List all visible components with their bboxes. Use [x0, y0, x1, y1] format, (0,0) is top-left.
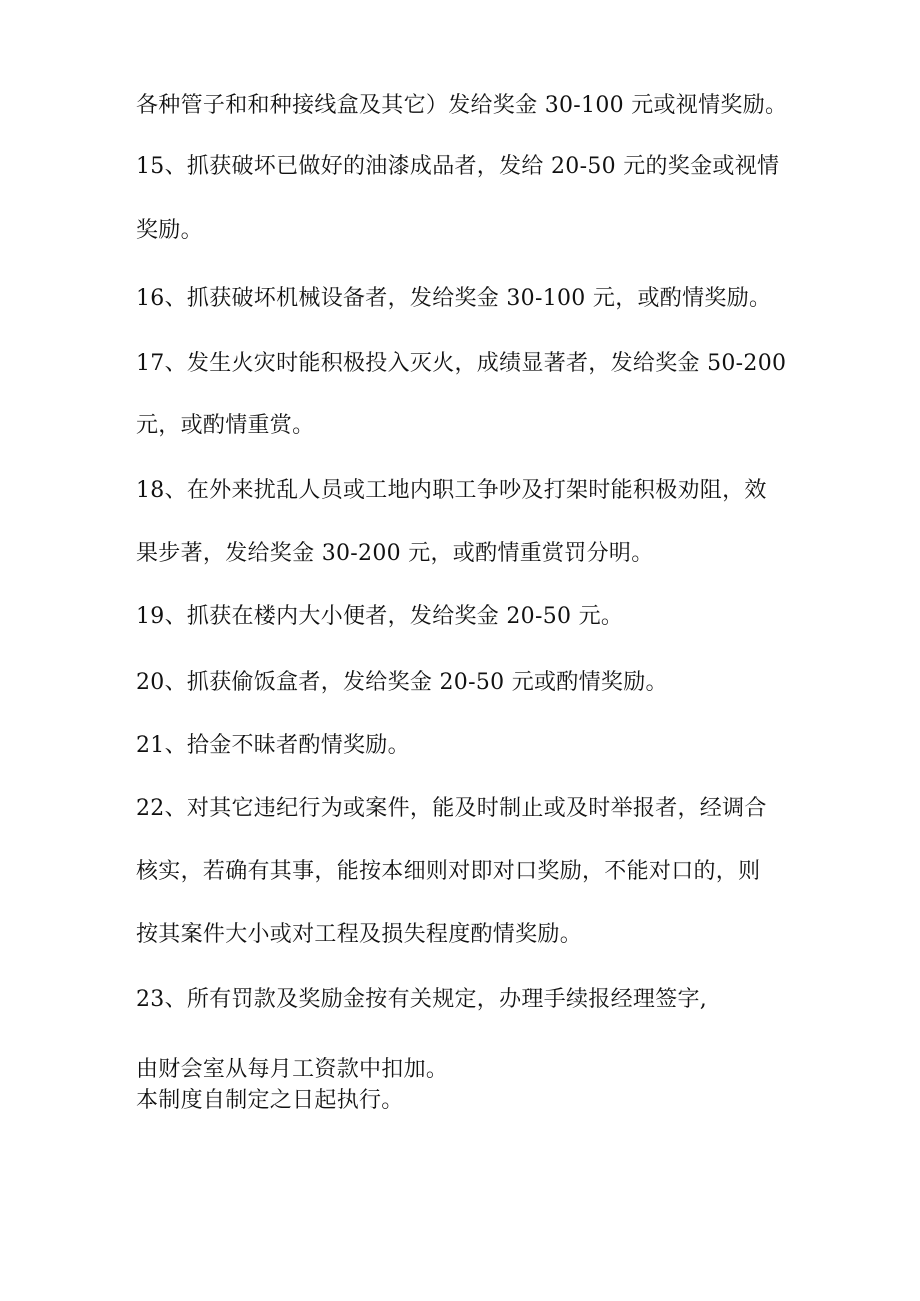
text-line-item-16: 16、抓获破坏机械设备者，发给奖金 30-100 元，或酌情奖励。: [136, 286, 772, 311]
text-line-continuation: 各种管子和和种接线盒及其它）发给奖金 30-100 元或视情奖励。: [136, 93, 788, 118]
text-line-item-15-cont: 奖励。: [136, 218, 203, 243]
text-line-item-19: 19、抓获在楼内大小便者，发给奖金 20-50 元。: [136, 604, 624, 629]
text-line-item-22: 22、对其它违纪行为或案件，能及时制止或及时举报者，经调合: [136, 796, 767, 821]
text-line-effective-date: 本制度自制定之日起执行。: [136, 1088, 404, 1113]
text-line-item-23-cont: 由财会室从每月工资款中扣加。: [136, 1057, 449, 1082]
text-line-item-15: 15、抓获破坏已做好的油漆成品者，发给 20-50 元的奖金或视情: [136, 154, 780, 179]
text-line-item-22-cont-2: 按其案件大小或对工程及损失程度酌情奖励。: [136, 922, 583, 947]
text-line-item-23: 23、所有罚款及奖励金按有关规定，办理手续报经理签字,: [136, 987, 708, 1012]
text-line-item-21: 21、拾金不昧者酌情奖励。: [136, 733, 410, 758]
text-line-item-22-cont-1: 核实，若确有其事，能按本细则对即对口奖励，不能对口的，则: [136, 859, 761, 884]
text-line-item-18-cont: 果步著，发给奖金 30-200 元，或酌情重赏罚分明。: [136, 541, 654, 566]
text-line-item-17-cont: 元，或酌情重赏。: [136, 413, 315, 438]
text-line-item-20: 20、抓获偷饭盒者，发给奖金 20-50 元或酌情奖励。: [136, 670, 668, 695]
text-line-item-18: 18、在外来扰乱人员或工地内职工争吵及打架时能积极劝阻，效: [136, 478, 767, 503]
text-line-item-17: 17、发生火灾时能积极投入灭火，成绩显著者，发给奖金 50-200: [136, 351, 787, 376]
